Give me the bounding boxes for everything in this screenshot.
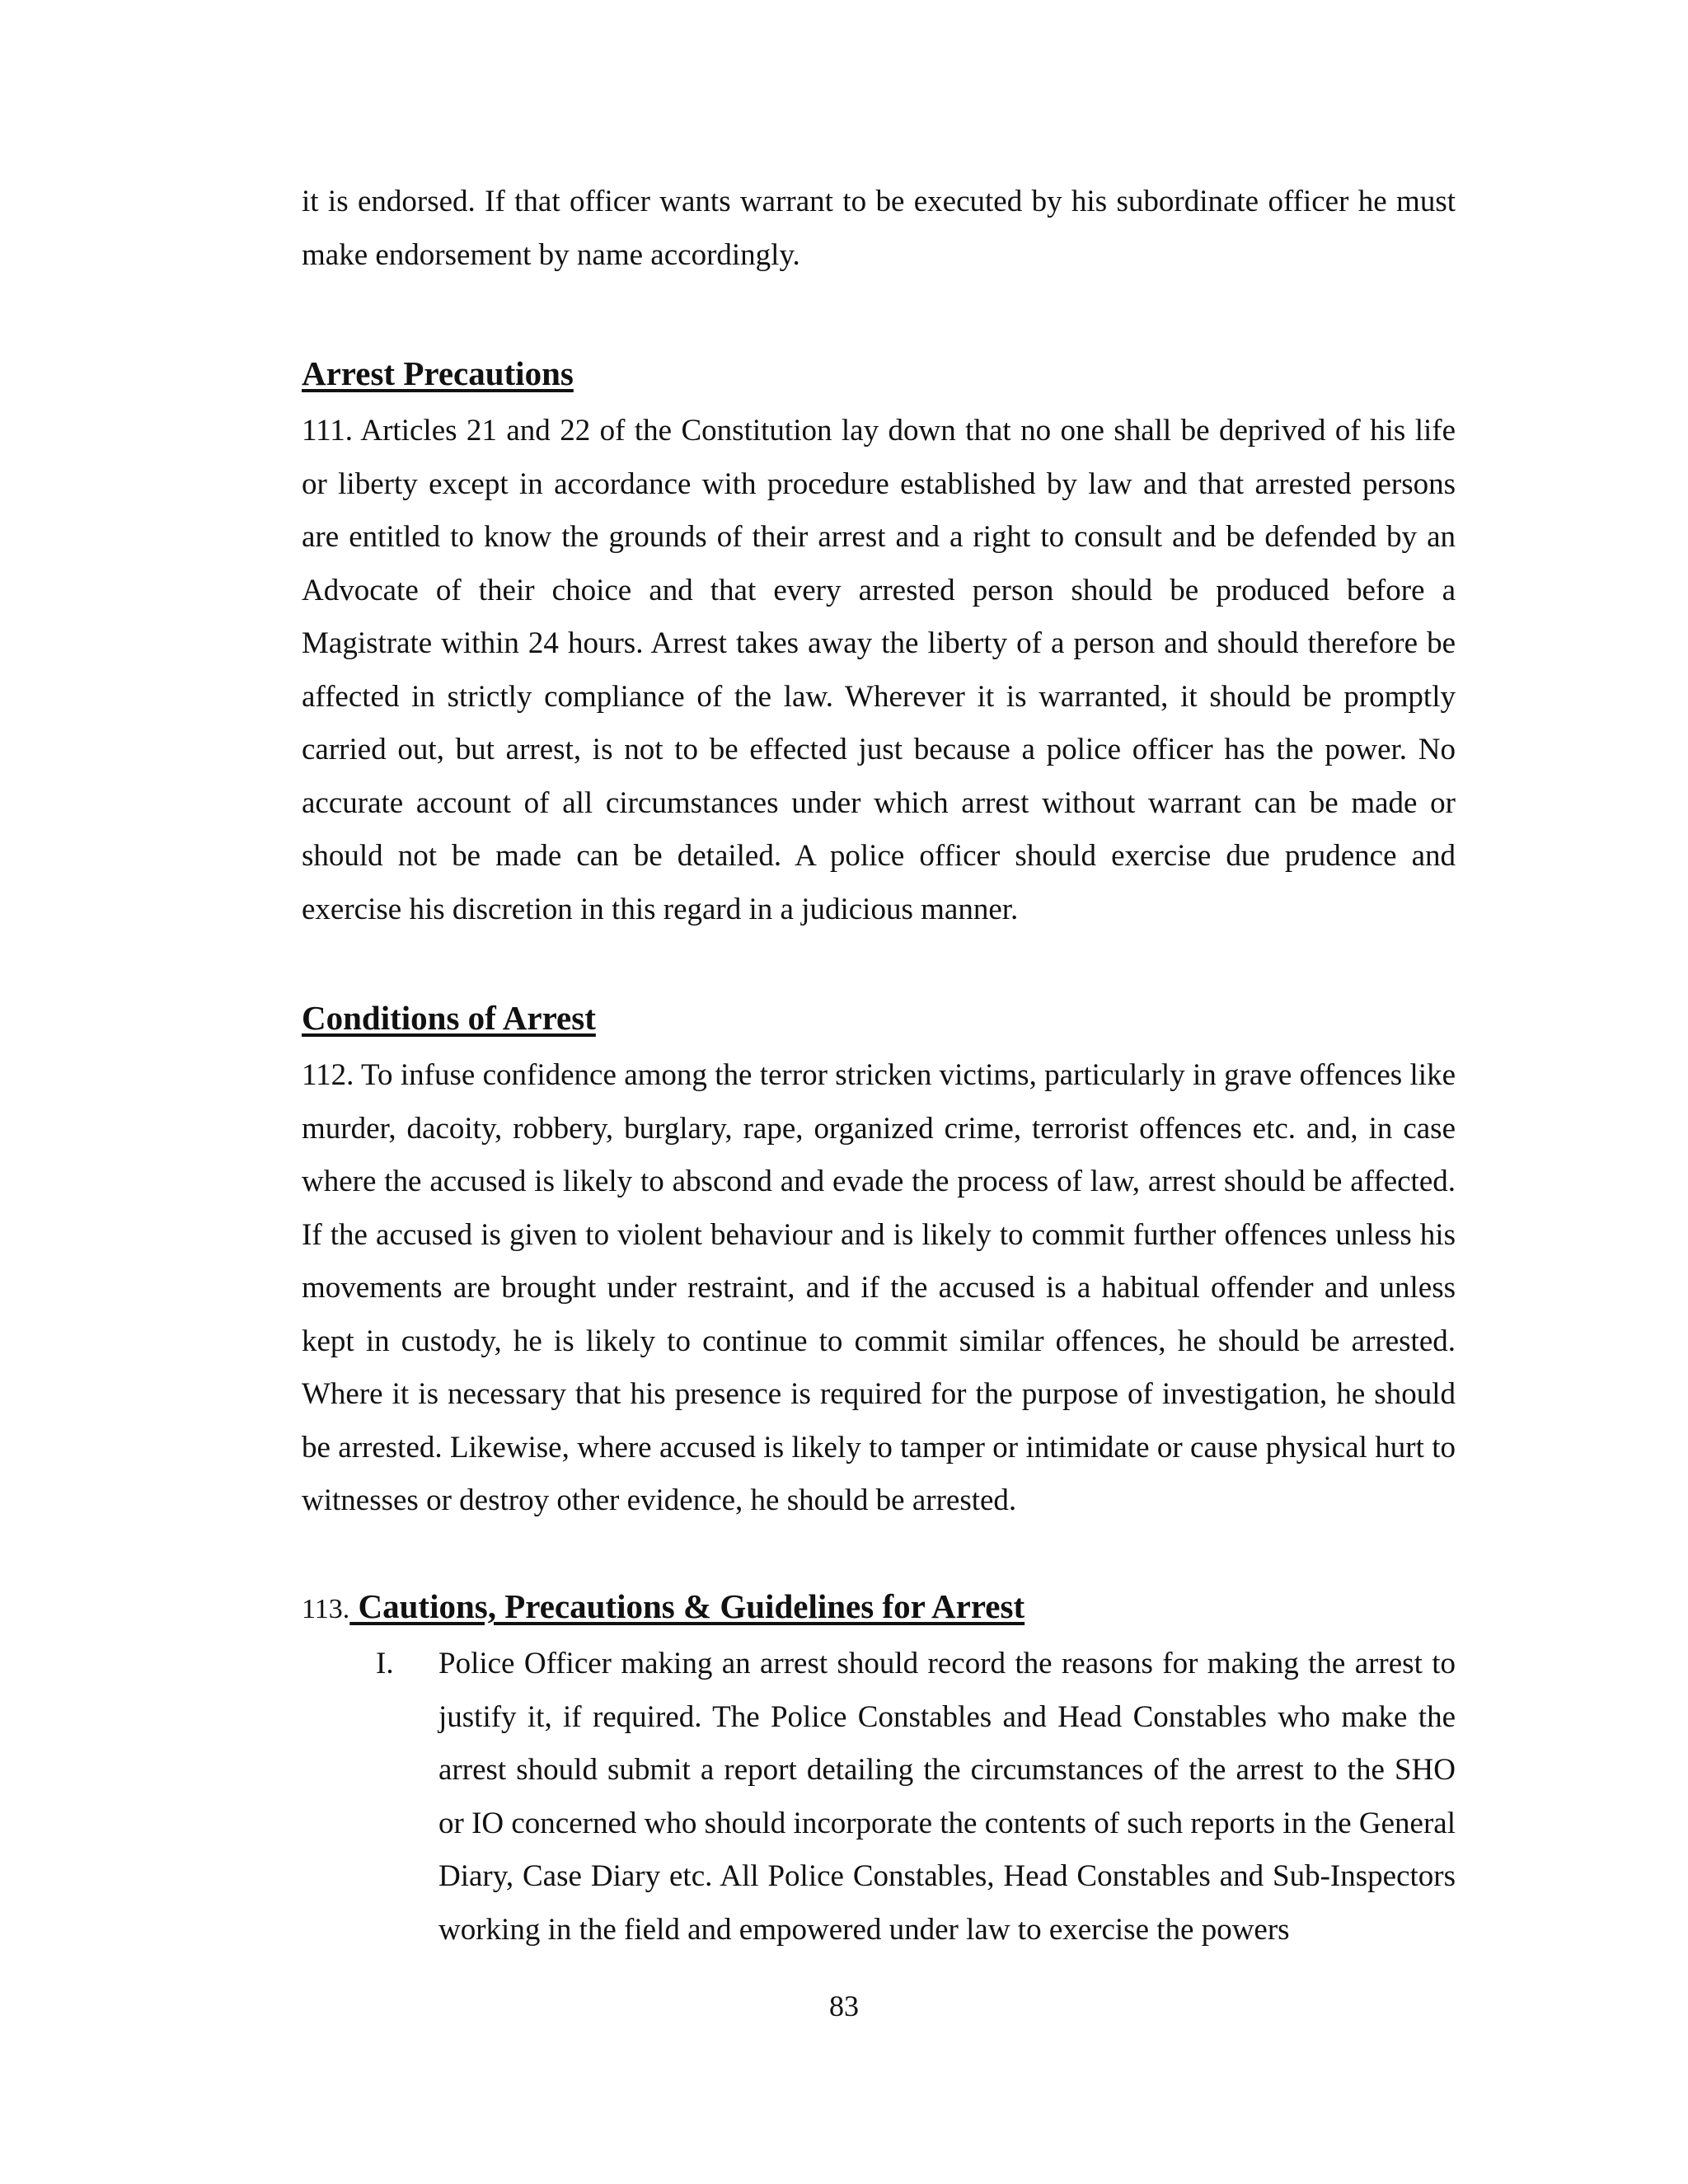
heading-arrest-precautions: Arrest Precautions xyxy=(302,354,574,392)
section-title: Cautions, Precautions & Guidelines for Arrest xyxy=(349,1587,1025,1625)
paragraph-111: 111. Articles 21 and 22 of the Constitution lay down that no one shall be deprived of his life or liberty except in accordance with procedure established by law and that arrested persons are entitled to know the grounds of their arrest and a right to consult and be defended by an Advocate of their choice and that every arrested person should be produced before a Magistrate within 24 hours. Arrest takes away the liberty of a person and should therefore be affected in strictly compliance of the law. Wherever it is warranted, it should be promptly carried out, but arrest, is not to be effected just because a police officer has the power. No accurate account of all circumstances under which arrest without warrant can be made or should not be made can be detailed. A police officer should exercise due prudence and exercise his discretion in this regard in a judicious manner. xyxy=(302,414,1456,926)
paragraph-112: 112. To infuse confidence among the terror stricken victims, particularly in grave offences like murder, dacoity, robbery, burglary, rape, organized crime, terrorist offences etc. and, in case where the accused is likely to abscond and evade the process of law, arrest should be affected. If the accused is given to violent behaviour and is likely to commit further offences unless his movements are brought under restraint, and if the accused is a habitual offender and unless kept in custody, he is likely to continue to commit similar offences, he should be arrested. Where it is necessary that his presence is required for the purpose of investigation, he should be arrested. Likewise, where accused is likely to tamper or intimidate or cause physical hurt to witnesses or destroy other evidence, he should be arrested. xyxy=(302,1058,1456,1517)
page-number: 83 xyxy=(829,1990,859,2022)
heading-guidelines-for-arrest xyxy=(302,1586,1025,1633)
list-marker: I. xyxy=(376,1647,394,1680)
section-number: 113. xyxy=(302,1594,350,1624)
heading-conditions-of-arrest: Conditions of Arrest xyxy=(302,999,596,1037)
guideline-item-text: Police Officer making an arrest should record the reasons for making the arrest to justify it, if required. The Police Constables and Head Constables who make the arrest should submit a report detailing the circumstances of the arrest to the SHO or IO concerned who should incorporate the contents of such reports in the General Diary, Case Diary etc. All Police Constables, Head Constables and Sub-Inspectors working in the field and empowered under law to exercise the powers xyxy=(438,1647,1456,1947)
continuation-paragraph: it is endorsed. If that officer wants warrant to be executed by his subordinate officer he must make endorsement by name accordingly. xyxy=(302,185,1456,272)
